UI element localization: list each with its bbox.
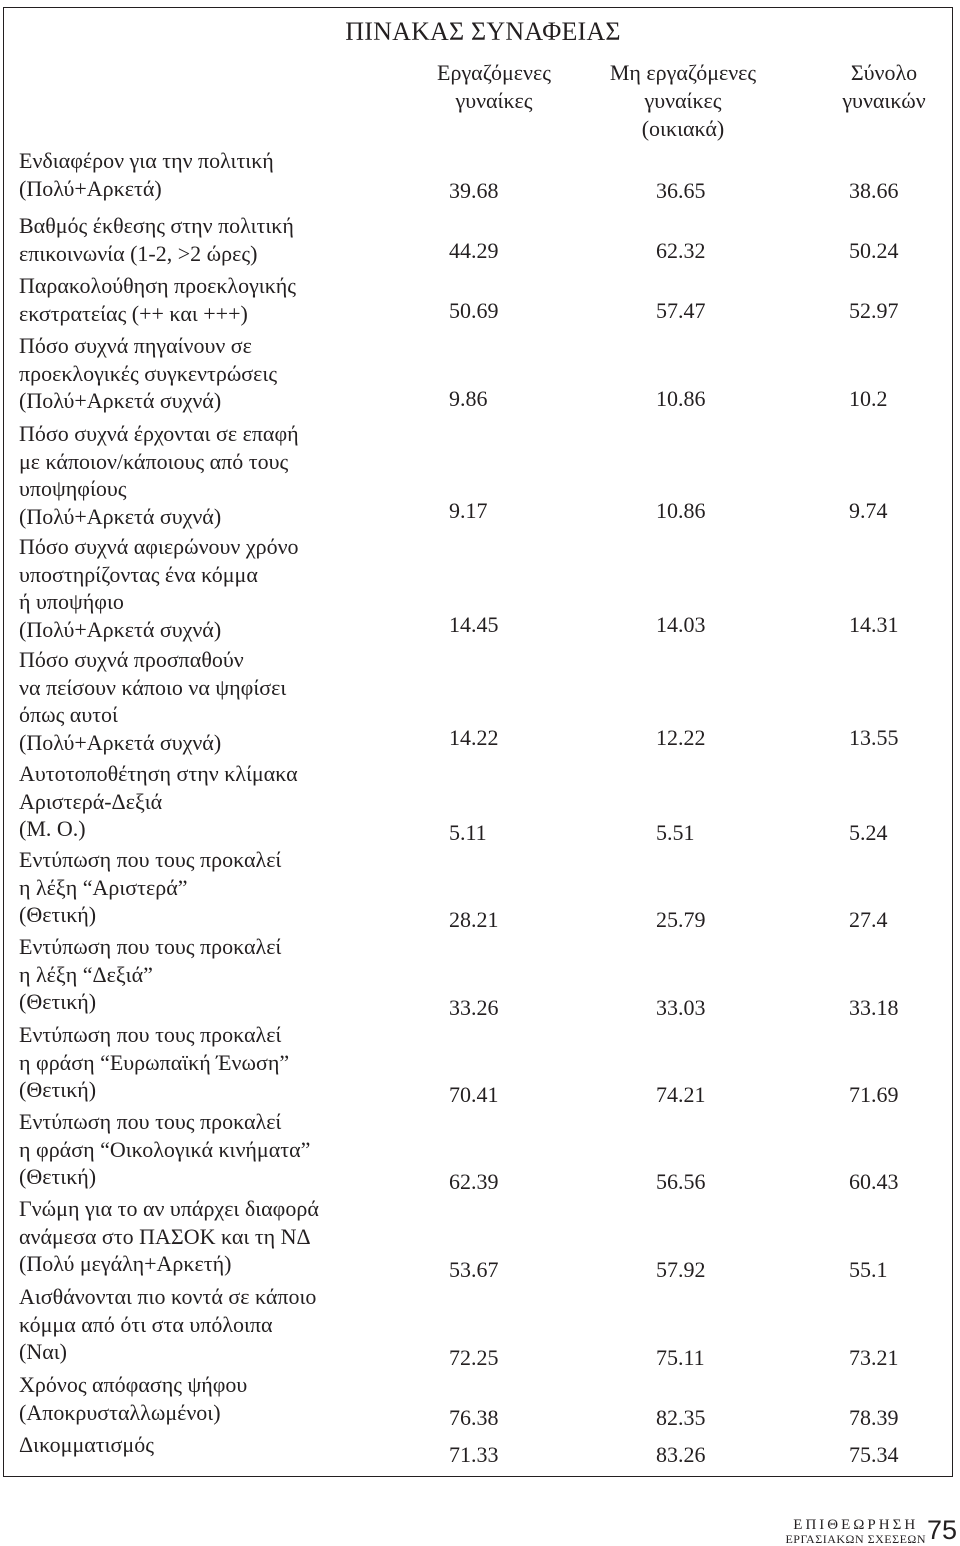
value-total: 5.24 <box>849 819 888 845</box>
page-number: 75 <box>926 1515 957 1545</box>
value-total: 71.69 <box>849 1081 899 1107</box>
row-label: Γνώμη για το αν υπάρχει διαφορά ανάμεσα στο ΠΑΣΟΚ και τη ΝΔ (Πολύ μεγάλη+Αρκετή) <box>19 1196 319 1276</box>
table-row <box>4 147 952 204</box>
value-employed: 9.86 <box>449 385 488 411</box>
value-employed: 28.21 <box>449 906 499 932</box>
row-label: Πόσο συχνά έρχονται σε επαφή με κάποιον/κάποιους από τους υποψηφίους (Πολύ+Αρκετά συχνά) <box>19 421 299 529</box>
table-row <box>4 1371 952 1431</box>
value-employed: 70.41 <box>449 1081 499 1107</box>
value-non-employed: 14.03 <box>656 611 706 637</box>
value-total: 38.66 <box>849 177 899 203</box>
value-non-employed: 83.26 <box>656 1441 706 1467</box>
value-employed: 44.29 <box>449 237 499 263</box>
value-non-employed: 10.86 <box>656 497 706 523</box>
row-label: Χρόνος απόφασης ψήφου (Αποκρυσταλλωμένοι) <box>19 1372 248 1425</box>
value-non-employed: 36.65 <box>656 177 706 203</box>
journal-title-line1: ΕΠΙΘΕΩΡΗΣΗ <box>793 1517 919 1533</box>
table-row <box>4 272 952 324</box>
value-total: 33.18 <box>849 994 899 1020</box>
value-total: 78.39 <box>849 1404 899 1430</box>
value-employed: 62.39 <box>449 1168 499 1194</box>
row-label: Εντύπωση που τους προκαλεί η λέξη “Δεξιά” (Θετική) <box>19 934 282 1014</box>
value-non-employed: 57.47 <box>656 297 706 323</box>
value-employed: 5.11 <box>449 819 487 845</box>
row-label: Εντύπωση που τους προκαλεί η φράση “Ευρωπαϊκή Ένωση” (Θετική) <box>19 1022 290 1102</box>
journal-footer <box>785 1518 926 1546</box>
value-employed: 39.68 <box>449 177 499 203</box>
table-row <box>4 933 952 1021</box>
row-label: Ενδιαφέρον για την πολιτική (Πολύ+Αρκετά) <box>19 148 274 201</box>
value-employed: 53.67 <box>449 1256 499 1282</box>
value-non-employed: 25.79 <box>656 906 706 932</box>
value-total: 73.21 <box>849 1344 899 1370</box>
row-label: Πόσο συχνά αφιερώνουν χρόνο υποστηρίζοντας ένα κόμμα ή υποψήφιο (Πολύ+Αρκετά συχνά) <box>19 534 299 642</box>
table-row <box>4 1021 952 1108</box>
row-label: Εντύπωση που τους προκαλεί η λέξη “Αριστερά” (Θετική) <box>19 847 282 927</box>
table-row <box>4 420 952 529</box>
table-row <box>4 332 952 412</box>
row-label: Αυτοτοποθέτηση στην κλίμακα Αριστερά-Δεξιά (Μ. Ο.) <box>19 761 298 841</box>
value-employed: 71.33 <box>449 1441 499 1467</box>
table-row <box>4 760 952 846</box>
value-total: 60.43 <box>849 1168 899 1194</box>
table-row <box>4 1431 952 1468</box>
value-non-employed: 82.35 <box>656 1404 706 1430</box>
table-row <box>4 646 952 755</box>
value-non-employed: 56.56 <box>656 1168 706 1194</box>
column-header-non-employed-women: Μη εργαζόμενες γυναίκες (οικιακά) <box>609 60 757 141</box>
row-label: Παρακολούθηση προεκλογικής εκστρατείας (++ και +++) <box>19 273 297 326</box>
value-employed: 76.38 <box>449 1404 499 1430</box>
table-row <box>4 212 952 264</box>
value-non-employed: 62.32 <box>656 237 706 263</box>
value-employed: 9.17 <box>449 497 488 523</box>
table-row <box>4 846 952 933</box>
value-total: 27.4 <box>849 906 888 932</box>
value-non-employed: 12.22 <box>656 724 706 750</box>
value-total: 10.2 <box>849 385 888 411</box>
value-employed: 33.26 <box>449 994 499 1020</box>
value-employed: 72.25 <box>449 1344 499 1370</box>
value-total: 55.1 <box>849 1256 888 1282</box>
value-non-employed: 75.11 <box>656 1344 705 1370</box>
value-non-employed: 33.03 <box>656 994 706 1020</box>
value-employed: 14.22 <box>449 724 499 750</box>
value-total: 14.31 <box>849 611 899 637</box>
table-title: ΠΙΝΑΚΑΣ ΣΥΝΑΦΕΙΑΣ <box>345 17 621 46</box>
row-label: Αισθάνονται πιο κοντά σε κάποιο κόμμα από ότι στα υπόλοιπα (Ναι) <box>19 1284 317 1364</box>
column-header-total-women: Σύνολο γυναικών <box>842 60 926 113</box>
value-non-employed: 74.21 <box>656 1081 706 1107</box>
value-total: 75.34 <box>849 1441 899 1467</box>
row-label: Πόσο συχνά πηγαίνουν σε προεκλογικές συγκεντρώσεις (Πολύ+Αρκετά συχνά) <box>19 333 278 413</box>
column-header-employed-women: Εργαζόμενες γυναίκες <box>437 60 551 113</box>
row-label: Πόσο συχνά προσπαθούν να πείσουν κάποιο να ψηφίσει όπως αυτοί (Πολύ+Αρκετά συχνά) <box>19 647 287 755</box>
value-non-employed: 10.86 <box>656 385 706 411</box>
value-total: 52.97 <box>849 297 899 323</box>
contingency-table <box>3 7 953 1477</box>
table-row <box>4 1108 952 1195</box>
row-label: Εντύπωση που τους προκαλεί η φράση “Οικολογικά κινήματα” (Θετική) <box>19 1109 311 1189</box>
table-row <box>4 533 952 642</box>
table-row <box>4 1195 952 1283</box>
row-label: Δικομματισμός <box>19 1432 154 1457</box>
value-total: 9.74 <box>849 497 888 523</box>
journal-title-line2: ΕΡΓΑΣΙΑΚΩΝ ΣΧΕΣΕΩΝ <box>785 1532 926 1546</box>
value-non-employed: 57.92 <box>656 1256 706 1282</box>
value-employed: 14.45 <box>449 611 499 637</box>
row-label: Βαθμός έκθεσης στην πολιτική επικοινωνία (1-2, >2 ώρες) <box>19 213 294 266</box>
value-employed: 50.69 <box>449 297 499 323</box>
value-total: 50.24 <box>849 237 899 263</box>
table-row <box>4 1283 952 1371</box>
value-total: 13.55 <box>849 724 899 750</box>
value-non-employed: 5.51 <box>656 819 695 845</box>
